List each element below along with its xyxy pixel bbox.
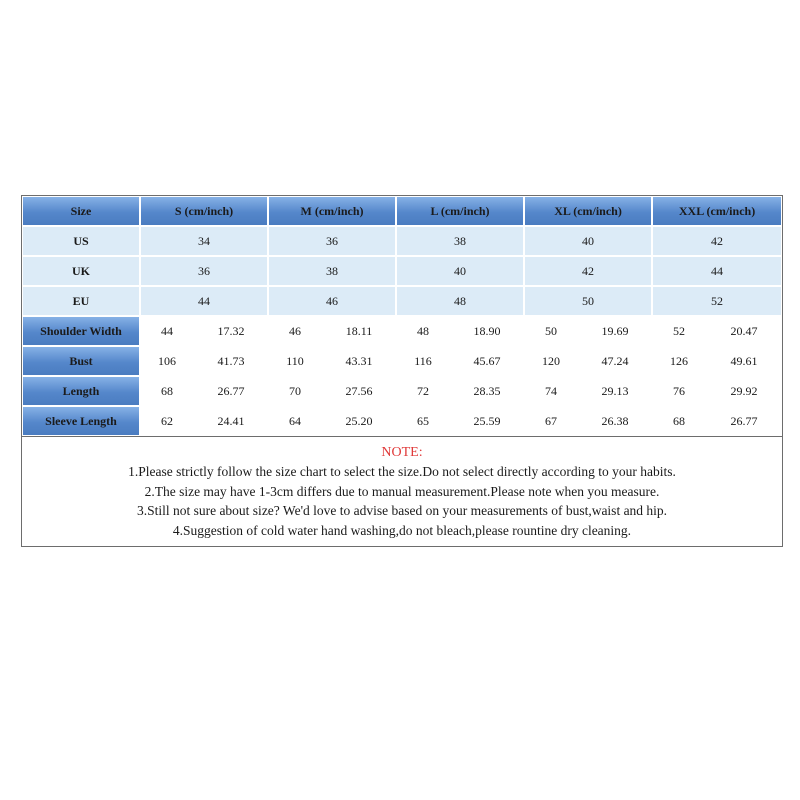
cm-cell-xxl: 76 xyxy=(652,376,706,406)
inch-cell-xl: 26.38 xyxy=(578,406,652,436)
inch-cell-l: 25.59 xyxy=(450,406,524,436)
table-row-us xyxy=(22,226,782,256)
cm-cell-m: 46 xyxy=(268,316,322,346)
inch-cell-xxl: 49.61 xyxy=(706,346,782,376)
cm-cell-m: 64 xyxy=(268,406,322,436)
size-cell-xl: 42 xyxy=(524,256,652,286)
row-label: Length xyxy=(22,376,140,406)
size-cell-xl: 40 xyxy=(524,226,652,256)
inch-cell-s: 17.32 xyxy=(194,316,268,346)
inch-cell-m: 43.31 xyxy=(322,346,396,376)
row-label: Sleeve Length xyxy=(22,406,140,436)
cm-cell-s: 106 xyxy=(140,346,194,376)
cm-cell-l: 116 xyxy=(396,346,450,376)
inch-cell-xl: 19.69 xyxy=(578,316,652,346)
size-cell-s: 44 xyxy=(140,286,268,316)
size-cell-xxl: 52 xyxy=(652,286,782,316)
cm-cell-s: 62 xyxy=(140,406,194,436)
inch-cell-m: 18.11 xyxy=(322,316,396,346)
table-row-length xyxy=(22,376,782,406)
size-cell-xxl: 44 xyxy=(652,256,782,286)
table-row-bust xyxy=(22,346,782,376)
row-label: EU xyxy=(22,286,140,316)
size-cell-xxl: 42 xyxy=(652,226,782,256)
inch-cell-l: 45.67 xyxy=(450,346,524,376)
cm-cell-xxl: 52 xyxy=(652,316,706,346)
cm-cell-m: 70 xyxy=(268,376,322,406)
cm-cell-l: 72 xyxy=(396,376,450,406)
header-row xyxy=(22,196,782,226)
size-cell-l: 48 xyxy=(396,286,524,316)
table-row-uk xyxy=(22,256,782,286)
cm-cell-xl: 74 xyxy=(524,376,578,406)
table-row-sleeve-length xyxy=(22,406,782,436)
inch-cell-s: 41.73 xyxy=(194,346,268,376)
inch-cell-xxl: 20.47 xyxy=(706,316,782,346)
column-header-xl: XL (cm/inch) xyxy=(524,196,652,226)
size-table-body xyxy=(22,196,782,436)
size-cell-m: 46 xyxy=(268,286,396,316)
cm-cell-xl: 120 xyxy=(524,346,578,376)
inch-cell-xl: 29.13 xyxy=(578,376,652,406)
size-cell-m: 38 xyxy=(268,256,396,286)
size-header-cell: Size xyxy=(22,196,140,226)
size-cell-xl: 50 xyxy=(524,286,652,316)
note-line-4: 4.Suggestion of cold water hand washing,do not bleach,please rountine dry cleaning. xyxy=(172,522,632,538)
row-label: Bust xyxy=(22,346,140,376)
inch-cell-xxl: 26.77 xyxy=(706,406,782,436)
column-header-s: S (cm/inch) xyxy=(140,196,268,226)
note-line-1: 1.Please strictly follow the size chart to select the size.Do not select directly according to your habits. xyxy=(128,464,676,479)
cm-cell-xxl: 68 xyxy=(652,406,706,436)
note-line-3: 3.Still not sure about size? We'd love to advise based on your measurements of bust,waist and hip. xyxy=(136,503,668,518)
column-header-xxl: XXL (cm/inch) xyxy=(652,196,782,226)
cm-cell-s: 44 xyxy=(140,316,194,346)
table-row-eu xyxy=(22,286,782,316)
size-cell-l: 38 xyxy=(396,226,524,256)
cm-cell-s: 68 xyxy=(140,376,194,406)
cm-cell-xxl: 126 xyxy=(652,346,706,376)
size-cell-s: 36 xyxy=(140,256,268,286)
size-cell-m: 36 xyxy=(268,226,396,256)
row-label: US xyxy=(22,226,140,256)
inch-cell-s: 26.77 xyxy=(194,376,268,406)
inch-cell-xxl: 29.92 xyxy=(706,376,782,406)
row-label: Shoulder Width xyxy=(22,316,140,346)
inch-cell-l: 28.35 xyxy=(450,376,524,406)
note-section xyxy=(22,436,782,546)
size-chart xyxy=(21,195,783,547)
cm-cell-xl: 50 xyxy=(524,316,578,346)
size-cell-l: 40 xyxy=(396,256,524,286)
inch-cell-xl: 47.24 xyxy=(578,346,652,376)
note-title: NOTE: xyxy=(381,445,423,460)
inch-cell-m: 25.20 xyxy=(322,406,396,436)
row-label: UK xyxy=(22,256,140,286)
cm-cell-l: 65 xyxy=(396,406,450,436)
column-header-l: L (cm/inch) xyxy=(396,196,524,226)
table-row-shoulder-width xyxy=(22,316,782,346)
inch-cell-m: 27.56 xyxy=(322,376,396,406)
cm-cell-xl: 67 xyxy=(524,406,578,436)
note-line-2: 2.The size may have 1-3cm differs due to manual measurement.Please note when you measure. xyxy=(144,483,660,499)
cm-cell-m: 110 xyxy=(268,346,322,376)
inch-cell-l: 18.90 xyxy=(450,316,524,346)
size-table xyxy=(22,196,782,436)
cm-cell-l: 48 xyxy=(396,316,450,346)
size-cell-s: 34 xyxy=(140,226,268,256)
column-header-m: M (cm/inch) xyxy=(268,196,396,226)
inch-cell-s: 24.41 xyxy=(194,406,268,436)
